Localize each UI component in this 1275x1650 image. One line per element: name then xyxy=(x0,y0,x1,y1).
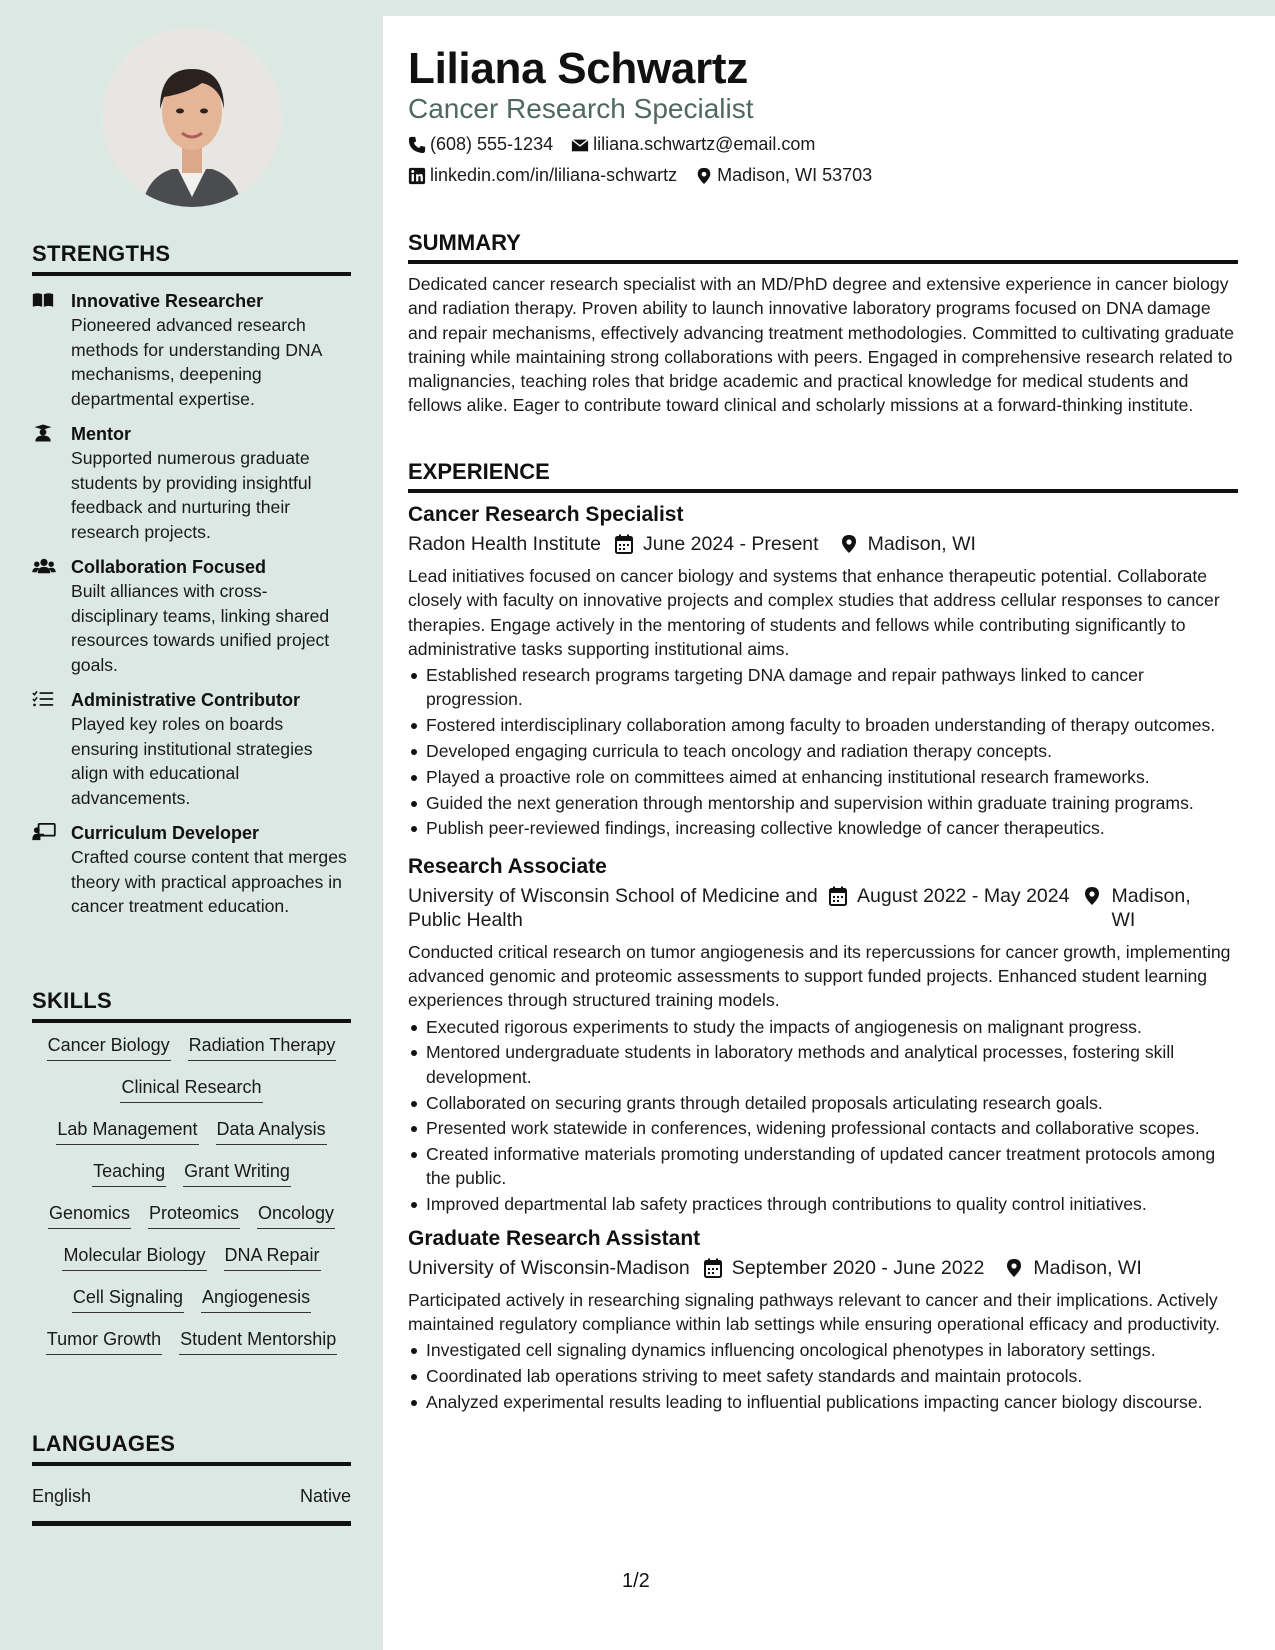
skills-list xyxy=(32,1033,351,1355)
job-bullet: Presented work statewide in conferences, widening professional contacts and collaborative scopes. xyxy=(408,1116,1238,1140)
linkedin-text[interactable]: linkedin.com/in/liliana-schwartz xyxy=(430,165,678,185)
job-title: Cancer Research Specialist xyxy=(408,503,684,526)
map-pin-icon xyxy=(695,167,713,185)
linkedin-icon xyxy=(408,167,426,185)
skill-tag: DNA Repair xyxy=(224,1243,321,1271)
strength-item xyxy=(32,423,351,544)
skill-tag: Cancer Biology xyxy=(47,1033,171,1061)
skill-tag: Clinical Research xyxy=(120,1075,262,1103)
strength-name: Administrative Contributor xyxy=(71,690,301,710)
job-meta xyxy=(408,884,1238,932)
job-meta xyxy=(408,1256,1238,1280)
phone-text: (608) 555-1234 xyxy=(430,134,554,154)
job-bullet: Fostered interdisciplinary collaboration among faculty to broaden understanding of therapy outcomes. xyxy=(408,713,1238,737)
envelope-icon xyxy=(571,136,589,154)
calendar-icon xyxy=(828,886,848,906)
candidate-name: Liliana Schwartz xyxy=(408,44,748,93)
language-level: Native xyxy=(299,1486,351,1506)
job-bullet: Developed engaging curricula to teach oncology and radiation therapy concepts. xyxy=(408,739,1238,763)
skill-tag: Genomics xyxy=(48,1201,131,1229)
strengths-section xyxy=(32,241,351,919)
skill-tag: Student Mentorship xyxy=(179,1327,337,1355)
map-pin-icon xyxy=(839,534,859,554)
linkedin-contact[interactable] xyxy=(408,165,677,186)
job-bullet: Played a proactive role on committees aimed at enhancing institutional research frameworks. xyxy=(408,765,1238,789)
job-title: Graduate Research Assistant xyxy=(408,1226,701,1250)
graduate-icon xyxy=(32,424,58,444)
list-check-icon xyxy=(32,690,58,710)
strength-desc: Built alliances with cross-disciplinary teams, linking shared resources towards unified project goals. xyxy=(71,581,330,675)
job-org: University of Wisconsin School of Medicine and Public Health xyxy=(408,884,818,931)
skill-tag: Cell Signaling xyxy=(72,1285,184,1313)
skill-tag: Oncology xyxy=(257,1201,335,1229)
strength-item xyxy=(32,556,351,677)
skills-row xyxy=(32,1285,351,1313)
job-org: University of Wisconsin-Madison xyxy=(408,1256,690,1279)
strength-name: Curriculum Developer xyxy=(71,823,260,843)
skills-row xyxy=(32,1033,351,1061)
email-text[interactable]: liliana.schwartz@email.com xyxy=(593,134,816,154)
job-description: Participated actively in researching signaling pathways relevant to cancer and their implications. Actively maintained regulatory compliance within lab settings while ensuring operational efficacy and productivity. xyxy=(408,1289,1221,1334)
job-location xyxy=(839,532,976,556)
contact-row xyxy=(408,165,872,186)
skills-row xyxy=(32,1201,351,1229)
job-bullets xyxy=(408,1338,1238,1414)
strength-desc: Supported numerous graduate students by providing insightful feedback and nurturing their research projects. xyxy=(71,448,312,542)
job-org: Radon Health Institute xyxy=(408,533,601,555)
job-title: Research Associate xyxy=(408,854,607,878)
strength-item xyxy=(32,822,351,919)
summary-section xyxy=(408,230,1238,418)
sidebar xyxy=(0,0,383,1650)
strength-desc: Pioneered advanced research methods for understanding DNA mechanisms, deepening departmental expertise. xyxy=(71,315,322,409)
summary-title: SUMMARY xyxy=(408,230,1238,264)
book-icon xyxy=(32,291,58,311)
skills-section xyxy=(32,988,351,1355)
language-row xyxy=(32,1486,351,1526)
job-description: Lead initiatives focused on cancer biology and systems that enhance therapeutic potential. Collaborate closely with faculty on innovative projects and complex studies that address cellular responses to cancer therapies. Engage actively in the mentoring of students and fellows while contributing significantly to administrative tasks supporting institutional aims. xyxy=(408,566,1220,659)
skill-tag: Proteomics xyxy=(148,1201,240,1229)
phone-contact xyxy=(408,134,553,155)
skills-title: SKILLS xyxy=(32,988,351,1023)
skill-tag: Data Analysis xyxy=(216,1117,327,1145)
strength-item xyxy=(32,290,351,411)
job-bullets xyxy=(408,663,1238,841)
job-entry xyxy=(408,1225,1238,1414)
job-description: Conducted critical research on tumor angiogenesis and its repercussions for cancer growth, implementing advanced genomic and proteomic assessments to support funded projects. Enhanced student learning experiences through structured training models. xyxy=(408,941,1231,1011)
job-bullet: Mentored undergraduate students in laboratory methods and analytical processes, fostering skill development. xyxy=(408,1040,1238,1089)
strength-desc: Crafted course content that merges theory with practical approaches in cancer treatment education. xyxy=(71,847,347,916)
job-location xyxy=(1004,1256,1141,1280)
languages-title: LANGUAGES xyxy=(32,1431,351,1466)
skills-row xyxy=(32,1117,351,1145)
job-entry xyxy=(408,853,1238,1217)
job-dates-text: September 2020 - June 2022 xyxy=(731,1256,985,1279)
candidate-role: Cancer Research Specialist xyxy=(408,93,754,124)
skill-tag: Radiation Therapy xyxy=(188,1033,337,1061)
strengths-title: STRENGTHS xyxy=(32,241,351,276)
skill-tag: Angiogenesis xyxy=(201,1285,311,1313)
experience-section xyxy=(408,459,1238,1416)
location-text: Madison, WI 53703 xyxy=(717,165,873,185)
job-bullet: Created informative materials promoting understanding of updated cancer treatment protocols among the public. xyxy=(408,1142,1238,1191)
strength-name: Collaboration Focused xyxy=(71,557,267,577)
summary-text: Dedicated cancer research specialist with an MD/PhD degree and extensive experience in cancer biology and radiation therapy. Proven ability to launch innovative laboratory programs focused on DNA damage and repair mechanisms, effectively advancing treatment methodologies. Committed to cultivating graduate training while maintaining strong collaborations with peers. Engaged in comprehensive research related to malignancies, teaching roles that bridge academic and practical knowledge for medical students and fellows alike. Eager to contribute toward clinical and scholarly missions at a forward-thinking institute. xyxy=(408,274,1235,416)
strength-item xyxy=(32,689,351,810)
job-location-text: Madison, WI xyxy=(1111,884,1191,931)
strength-name: Mentor xyxy=(71,424,131,444)
job-bullet: Analyzed experimental results leading to influential publications impacting cancer biology discourse. xyxy=(408,1390,1238,1414)
strength-name: Innovative Researcher xyxy=(71,291,264,311)
skill-tag: Teaching xyxy=(92,1159,166,1187)
job-meta xyxy=(408,532,1238,556)
job-bullet: Executed rigorous experiments to study the impacts of angiogenesis on malignant progress. xyxy=(408,1015,1238,1039)
location-contact xyxy=(695,165,872,186)
job-dates-text: June 2024 - Present xyxy=(642,533,819,555)
language-name: English xyxy=(32,1486,92,1506)
page-number: 1/2 xyxy=(622,1570,650,1592)
job-bullet: Improved departmental lab safety practices through contributions to quality control initiatives. xyxy=(408,1192,1238,1216)
job-entry xyxy=(408,501,1238,841)
job-bullet: Guided the next generation through mentorship and supervision within graduate training programs. xyxy=(408,791,1238,815)
skills-row xyxy=(32,1159,351,1187)
contact-row xyxy=(408,134,815,155)
strength-desc: Played key roles on boards ensuring institutional strategies align with educational advancements. xyxy=(71,714,313,808)
job-dates xyxy=(828,884,1069,908)
job-location-text: Madison, WI xyxy=(1033,1256,1142,1279)
job-bullets xyxy=(408,1015,1238,1217)
chalkboard-teacher-icon xyxy=(32,823,58,843)
skill-tag: Tumor Growth xyxy=(46,1327,162,1355)
map-pin-icon xyxy=(1004,1258,1024,1278)
skill-tag: Molecular Biology xyxy=(62,1243,206,1271)
languages-section xyxy=(32,1431,351,1526)
experience-title: EXPERIENCE xyxy=(408,459,1238,493)
job-bullet: Established research programs targeting DNA damage and repair pathways linked to cancer progression. xyxy=(408,663,1238,712)
job-bullet: Investigated cell signaling dynamics influencing oncological phenotypes in laboratory settings. xyxy=(408,1338,1238,1362)
job-dates xyxy=(703,1256,985,1280)
skills-row xyxy=(32,1075,351,1103)
calendar-icon xyxy=(703,1258,723,1278)
users-icon xyxy=(32,557,58,577)
job-location-text: Madison, WI xyxy=(867,533,976,555)
job-dates xyxy=(614,532,819,556)
email-contact[interactable] xyxy=(571,134,815,155)
job-bullet: Publish peer-reviewed findings, increasing collective knowledge of cancer therapeutics. xyxy=(408,816,1238,840)
map-pin-icon xyxy=(1082,886,1102,906)
profile-photo xyxy=(102,27,282,207)
job-bullet: Collaborated on securing grants through detailed proposals articulating research goals. xyxy=(408,1091,1238,1115)
skills-row xyxy=(32,1243,351,1271)
job-bullet: Coordinated lab operations striving to meet safety standards and maintain protocols. xyxy=(408,1364,1238,1388)
job-location xyxy=(1082,884,1202,932)
skill-tag: Grant Writing xyxy=(183,1159,291,1187)
job-dates-text: August 2022 - May 2024 xyxy=(857,884,1070,907)
phone-icon xyxy=(408,136,426,154)
calendar-icon xyxy=(614,534,634,554)
skill-tag: Lab Management xyxy=(56,1117,198,1145)
skills-row xyxy=(32,1327,351,1355)
main-content xyxy=(383,16,1275,1650)
